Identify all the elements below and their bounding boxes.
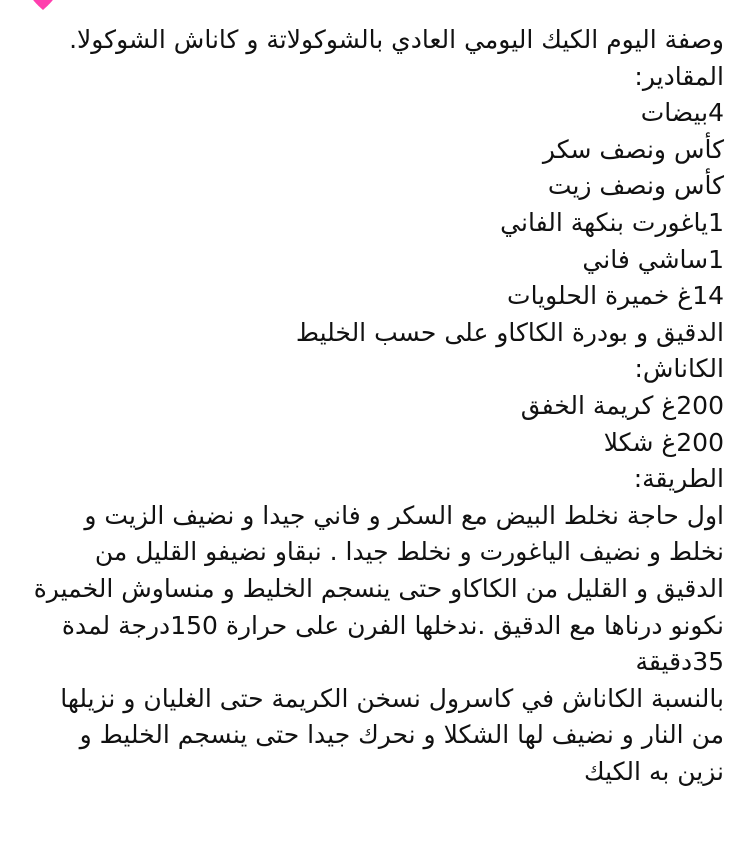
ingredient-item: 1ساشي فاني (582, 244, 724, 274)
ingredient-item: 1ياغورت بنكهة الفاني (500, 207, 724, 237)
ingredient-item: كأس ونصف سكر (542, 134, 724, 164)
ingredient-item: 4بيضات (640, 98, 724, 128)
recipe-title: وصفة اليوم الكيك اليومي العادي بالشوكولاتة و كاناش الشوكولا. (69, 25, 724, 54)
recipe-text (28, 22, 724, 790)
ingredient-item: الدقيق و بودرة الكاكاو على حسب الخليط (295, 317, 724, 347)
method-paragraph: اول حاجة نخلط البيض مع السكر و فاني جيدا و نضيف الزيت و نخلط و نضيف الياغورت و نخلط جيدا . نبقاو نضيفو القليل من الدقيق و القليل من الكاكاو حتى ينسجم الخليط و منساوش الخميرة نكونو درناها مع الدقيق .ندخلها الفرن على حرارة 150درجة لمدة 35دقيقة (33, 500, 724, 677)
method-heading: الطريقة: (633, 464, 724, 494)
ganache-item: 200غ كريمة الخفق (520, 390, 724, 420)
method-paragraph: بالنسبة الكاناش في كاسرول نسخن الكريمة حتى الغليان و نزيلها من النار و نضيف لها الشكلا و نحرك جيدا حتى ينسجم الخليط و نزين به الكيك (60, 683, 724, 786)
ingredient-item: كأس ونصف زيت (547, 171, 724, 201)
heart-icon (30, 0, 56, 12)
ganache-heading: الكاناش: (634, 354, 724, 384)
ingredient-item: 14غ خميرة الحلويات (507, 281, 724, 311)
ganache-item: 200غ شكلا (603, 427, 724, 457)
ingredients-heading: المقادير: (634, 61, 724, 91)
